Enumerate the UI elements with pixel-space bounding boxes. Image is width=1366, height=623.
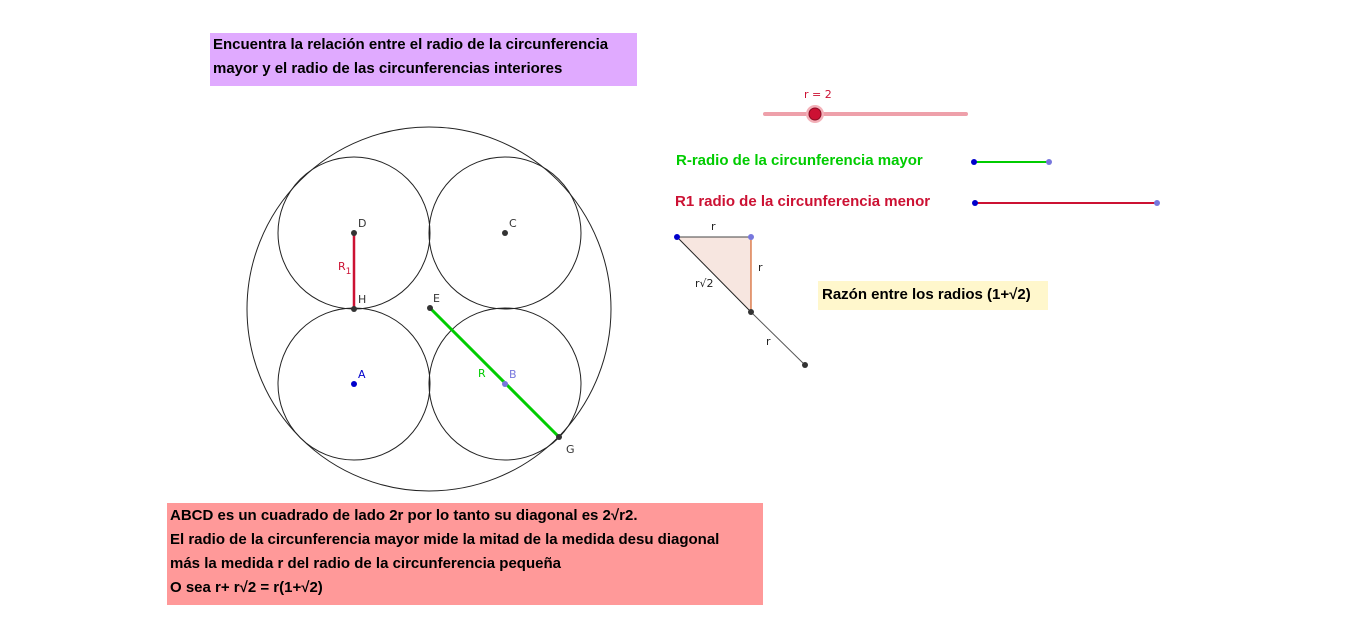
- point-C[interactable]: [502, 230, 508, 236]
- triangle-point-left[interactable]: [674, 234, 680, 240]
- label-R: R: [478, 367, 486, 380]
- legend-label-R1: R1 radio de la circunferencia menor: [675, 193, 931, 210]
- segment-R: [430, 308, 559, 437]
- label-R1-sub: 1: [345, 267, 352, 277]
- explanation-line-1: ABCD es un cuadrado de lado 2r por lo tanto su diagonal es 2√r2.: [170, 507, 638, 524]
- point-D[interactable]: [351, 230, 357, 236]
- slider-label: r = 2: [804, 88, 832, 101]
- label-triangle-hyp: r√2: [695, 277, 714, 290]
- label-A: A: [358, 368, 366, 381]
- legend-R-end[interactable]: [1046, 159, 1052, 165]
- legend-R1-start[interactable]: [972, 200, 978, 206]
- ratio-box: [818, 281, 1048, 310]
- triangle-point-top-right[interactable]: [748, 234, 754, 240]
- label-E: E: [433, 292, 440, 305]
- legend-R-start[interactable]: [971, 159, 977, 165]
- label-R1-base: R: [338, 260, 346, 273]
- explanation-line-3: más la medida r del radio de la circunferencia pequeña: [170, 555, 561, 572]
- explanation-line-4: O sea r+ r√2 = r(1+√2): [170, 579, 323, 596]
- label-R1: [338, 260, 351, 277]
- title-box: [210, 33, 637, 86]
- label-D: D: [358, 217, 367, 230]
- label-triangle-top: r: [711, 220, 716, 233]
- label-triangle-right: r: [758, 261, 763, 274]
- title-line-2: mayor y el radio de las circunferencias interiores: [213, 60, 563, 77]
- triangle-point-bottom[interactable]: [748, 309, 754, 315]
- explanation-box: [167, 503, 763, 605]
- point-H[interactable]: [351, 306, 357, 312]
- label-G: G: [566, 443, 575, 456]
- legend-label-R: R-radio de la circunferencia mayor: [676, 152, 923, 169]
- legend-R1-end[interactable]: [1154, 200, 1160, 206]
- explanation-line-2: El radio de la circunferencia mayor mide la mitad de la medida desu diagonal: [170, 531, 720, 548]
- label-extension: r: [766, 335, 771, 348]
- hypotenuse-extension: [751, 312, 805, 365]
- point-E[interactable]: [427, 305, 433, 311]
- point-B[interactable]: [502, 381, 508, 387]
- label-H: H: [358, 293, 367, 306]
- ratio-text: Razón entre los radios (1+√2): [822, 286, 1031, 303]
- slider-handle[interactable]: [809, 108, 821, 120]
- point-A[interactable]: [351, 381, 357, 387]
- label-B: B: [509, 368, 517, 381]
- title-line-1: Encuentra la relación entre el radio de la circunferencia: [213, 36, 609, 53]
- extension-point[interactable]: [802, 362, 808, 368]
- label-C: C: [509, 217, 517, 230]
- point-G[interactable]: [556, 434, 562, 440]
